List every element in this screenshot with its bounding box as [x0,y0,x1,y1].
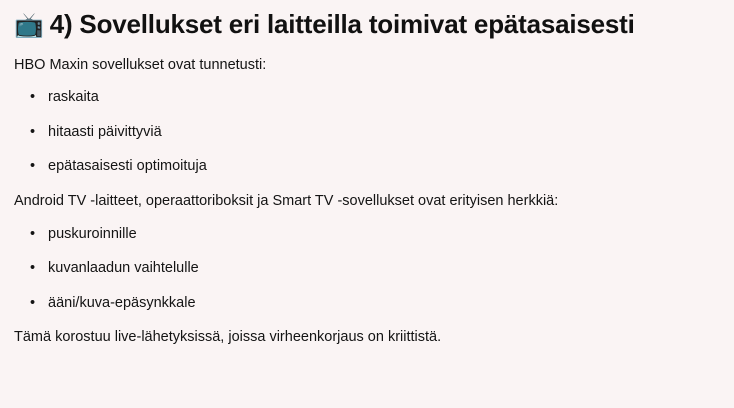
list-item [14,294,720,314]
device-symptoms-list [14,225,720,314]
app-issues-list [14,88,720,177]
list-item [14,225,720,245]
list-item-label: epätasaisesti optimoituja [48,158,207,175]
list-item-label: raskaita [48,89,99,106]
bullet-icon: • [30,260,36,277]
bullet-icon: • [30,123,36,140]
television-icon: 📺 [14,12,44,39]
list-item [14,88,720,108]
list-item-label: hitaasti päivittyviä [48,123,162,140]
bullet-icon: • [30,89,36,106]
intro-paragraph: HBO Maxin sovellukset ovat tunnetusti: [14,56,267,73]
list-item-label: puskuroinnille [48,225,137,242]
closing-paragraph: Tämä korostuu live-lähetyksissä, joissa virheenkorjaus on kriittistä. [14,329,442,346]
list-item-label: kuvanlaadun vaihtelulle [48,260,199,277]
bullet-icon: • [30,294,36,311]
page-title-text: 4) Sovellukset eri laitteilla toimivat epätasaisesti [49,9,635,39]
devices-paragraph: Android TV -laitteet, operaattoriboksit ja Smart TV -sovellukset ovat erityisen herkkiä: [14,193,559,210]
list-item [14,123,720,143]
list-item [14,157,720,177]
bullet-icon: • [30,225,36,242]
list-item-label: ääni/kuva-epäsynkkale [48,294,196,311]
list-item [14,259,720,279]
bullet-icon: • [30,158,36,175]
page-title [14,8,720,42]
